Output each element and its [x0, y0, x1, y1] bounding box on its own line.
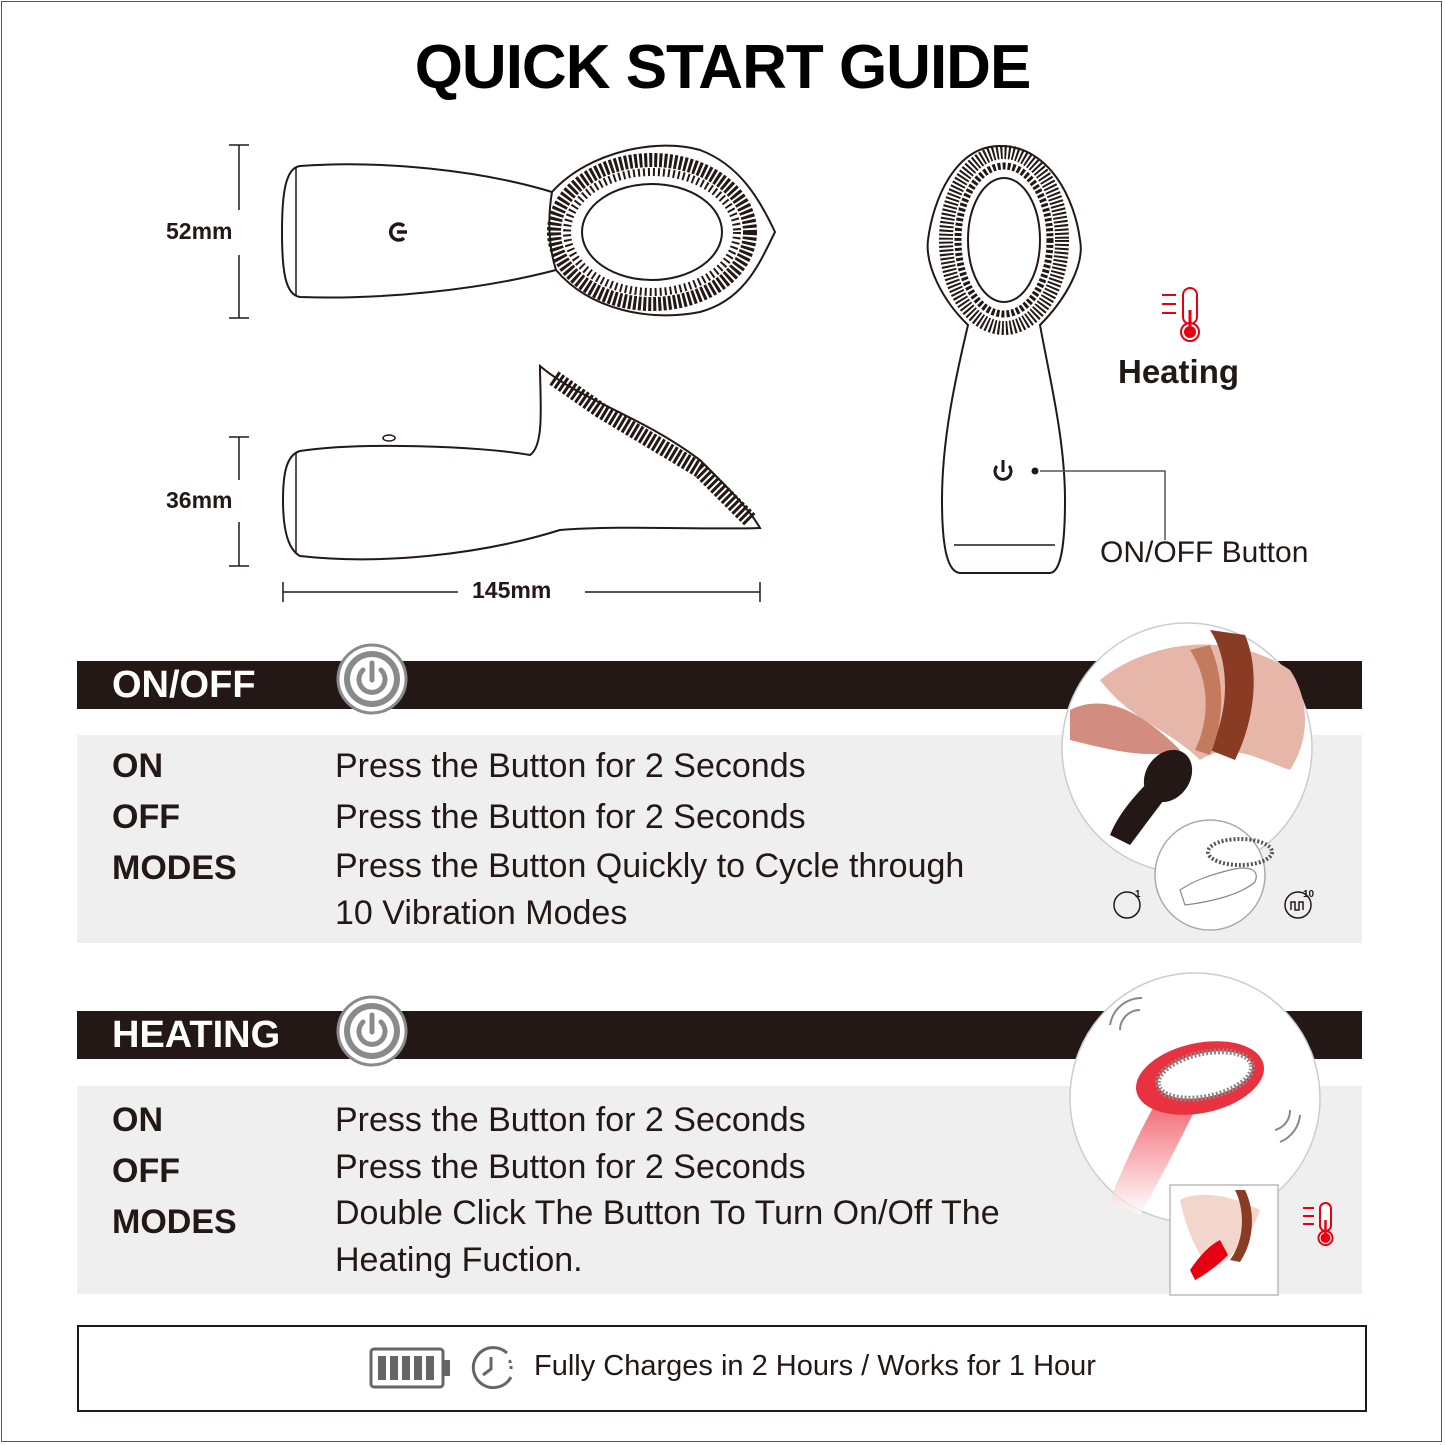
on-off-button-label: ON/OFF Button	[1100, 536, 1309, 569]
charging-info-box	[77, 1325, 1367, 1412]
row-text-modes-line2: 10 Vibration Modes	[335, 894, 628, 932]
section-title-onoff: ON/OFF	[112, 664, 256, 706]
row-text-modes: Double Click The Button To Turn On/Off The	[335, 1194, 1000, 1232]
charging-info-text: Fully Charges in 2 Hours / Works for 1 Hour	[534, 1350, 1096, 1382]
row-text-off: Press the Button for 2 Seconds	[335, 1148, 806, 1186]
row-label-modes: MODES	[112, 849, 237, 887]
clock-icon	[469, 1345, 519, 1395]
dimension-36mm: 36mm	[166, 487, 233, 513]
dimension-52mm: 52mm	[166, 218, 233, 244]
power-button-icon-onoff	[332, 644, 412, 724]
row-label-on: ON	[112, 1101, 163, 1139]
heating-label: Heating	[1118, 353, 1240, 390]
usage-illustration-onoff	[1060, 620, 1360, 940]
row-label-off: OFF	[112, 798, 180, 836]
dimension-145mm: 145mm	[472, 577, 552, 603]
section-title-heating: HEATING	[112, 1014, 281, 1056]
row-text-modes-line2: Heating Fuction.	[335, 1241, 583, 1279]
row-label-off: OFF	[112, 1152, 180, 1190]
power-button-icon-heating	[332, 996, 412, 1076]
battery-icon	[369, 1345, 454, 1395]
thermometer-icon	[1162, 288, 1199, 341]
row-text-on: Press the Button for 2 Seconds	[335, 1101, 806, 1139]
row-label-modes: MODES	[112, 1203, 237, 1241]
row-text-on: Press the Button for 2 Seconds	[335, 747, 806, 785]
mode-min-badge: 1	[1135, 889, 1141, 900]
row-label-on: ON	[112, 747, 163, 785]
row-text-off: Press the Button for 2 Seconds	[335, 798, 806, 836]
row-text-modes: Press the Button Quickly to Cycle through	[335, 847, 965, 885]
mode-max-badge: 10	[1303, 889, 1315, 900]
page-title: QUICK START GUIDE	[414, 33, 1031, 102]
usage-illustration-heating	[1060, 970, 1360, 1300]
thermometer-icon-small	[1303, 1203, 1333, 1245]
